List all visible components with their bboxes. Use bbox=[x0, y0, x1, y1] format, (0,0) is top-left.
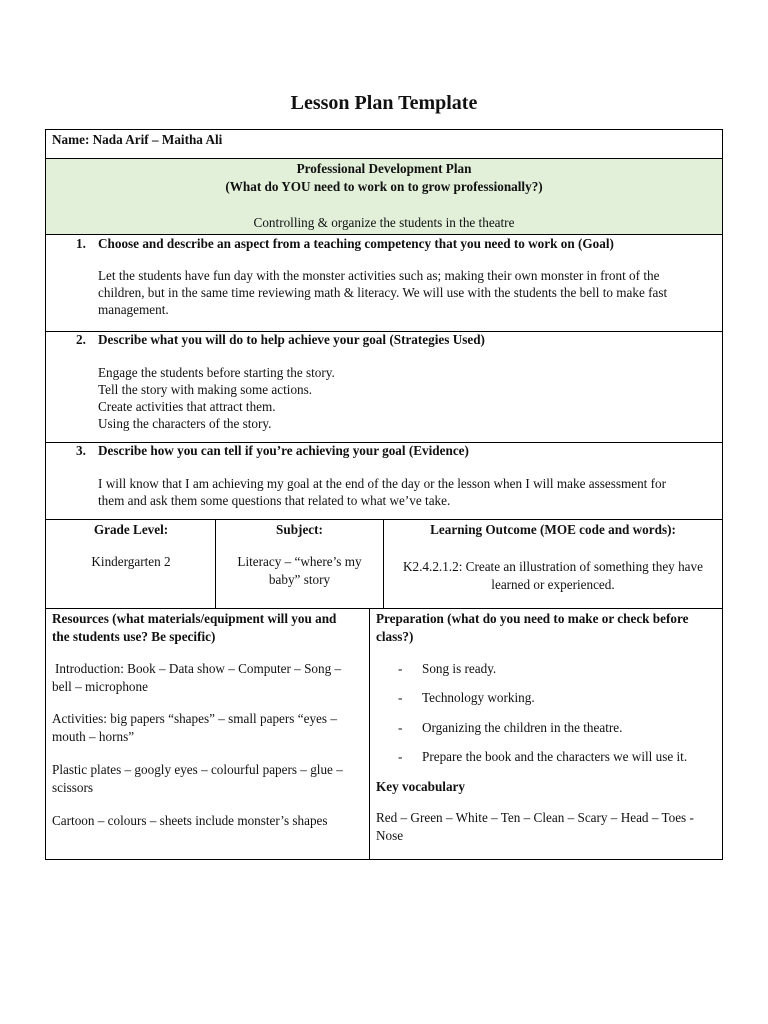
resources-item-line: bell – microphone bbox=[52, 679, 148, 694]
page-title: Lesson Plan Template bbox=[290, 92, 478, 114]
section-text-line: them and ask them some questions that related to what we’ve take. bbox=[98, 493, 451, 508]
section-text-line: I will know that I am achieving my goal at the end of the day or the lesson when I will make assessment for bbox=[98, 476, 667, 491]
subject-value-line: Literacy – “where’s my bbox=[237, 554, 362, 569]
name-line: Name: Nada Arif – Maitha Ali bbox=[52, 132, 223, 147]
section-text-line: children, but in the same time reviewing math & literacy. We will use with the students the bell to make fast bbox=[98, 285, 668, 300]
resources-item-line: scissors bbox=[52, 780, 94, 795]
bullet-dash: - bbox=[398, 661, 403, 676]
bullet-dash: - bbox=[398, 720, 403, 735]
subject-cell bbox=[216, 520, 383, 608]
section-number: 1. bbox=[76, 236, 86, 251]
section-text-line: Using the characters of the story. bbox=[98, 416, 272, 431]
subject-value-line: baby” story bbox=[268, 572, 331, 587]
resources-item-line: Cartoon – colours – sheets include monster’s shapes bbox=[52, 813, 328, 828]
pdp-heading: Professional Development Plan bbox=[296, 161, 472, 176]
resources-cell bbox=[46, 609, 369, 859]
preparation-heading-line: class?) bbox=[376, 629, 414, 644]
section-text-line: Engage the students before starting the story. bbox=[98, 365, 335, 380]
section-number: 3. bbox=[76, 443, 86, 458]
resources-item-line: mouth – horns” bbox=[52, 729, 135, 744]
section-heading: Describe what you will do to help achieve your goal (Strategies Used) bbox=[98, 332, 485, 347]
resources-item-line: Introduction: Book – Data show – Computer – Song – bbox=[55, 661, 342, 676]
preparation-cell: Preparation (what do you need to make or check before class?) - Song is ready. - Technology working. - Organizing the children in the theatre. - Prepare the book and the characters we will use it. Key vocabulary Red – Green – White – Ten – Clean – Scary – Head – Toes - Nose bbox=[376, 611, 694, 843]
preparation-heading-line: Preparation (what do you need to make or check before bbox=[376, 611, 689, 626]
pdp-row bbox=[46, 159, 722, 234]
outcome-label: Learning Outcome (MOE code and words): bbox=[430, 522, 676, 537]
section-text-line: Tell the story with making some actions. bbox=[98, 382, 313, 397]
resources-item-line: Activities: big papers “shapes” – small papers “eyes – bbox=[52, 711, 337, 726]
section-number: 2. bbox=[76, 332, 86, 347]
vocab-line: Nose bbox=[376, 828, 404, 843]
section-evidence bbox=[46, 443, 722, 519]
section-heading: Describe how you can tell if you’re achieving your goal (Evidence) bbox=[98, 443, 469, 458]
name-row bbox=[52, 131, 712, 148]
lesson-plan-table bbox=[45, 129, 723, 860]
resources-item-line: Plastic plates – googly eyes – colourful papers – glue – bbox=[52, 762, 343, 777]
section-text-line: Create activities that attract them. bbox=[98, 399, 276, 414]
section-goal bbox=[46, 235, 722, 331]
pdp-subheading: (What do YOU need to work on to grow professionally?) bbox=[225, 179, 543, 194]
vocab-line: Red – Green – White – Ten – Clean – Scary – Head – Toes - bbox=[376, 810, 694, 825]
section-text-line: management. bbox=[98, 302, 169, 317]
section-text-line: Let the students have fun day with the monster activities such as; making their own monster in front of the bbox=[98, 268, 660, 283]
grade-cell bbox=[46, 520, 216, 608]
resources-heading-line: Resources (what materials/equipment will you and bbox=[52, 611, 337, 626]
outcome-value-line: K2.4.2.1.2: Create an illustration of something they have bbox=[403, 559, 703, 574]
vocab-heading: Key vocabulary bbox=[376, 779, 466, 794]
grade-value: Kindergarten 2 bbox=[91, 554, 171, 569]
outcome-value-line: learned or experienced. bbox=[491, 577, 615, 592]
grade-label: Grade Level: bbox=[93, 522, 169, 537]
pdp-focus: Controlling & organize the students in the theatre bbox=[253, 215, 515, 230]
section-heading: Choose and describe an aspect from a teaching competency that you need to work on (Goal) bbox=[98, 236, 614, 251]
bullet-dash: - bbox=[398, 690, 403, 705]
resources-heading-line: the students use? Be specific) bbox=[52, 629, 216, 644]
bullet-dash: - bbox=[398, 749, 403, 764]
subject-label: Subject: bbox=[276, 522, 323, 537]
section-strategies bbox=[46, 332, 722, 442]
outcome-cell bbox=[384, 520, 722, 608]
